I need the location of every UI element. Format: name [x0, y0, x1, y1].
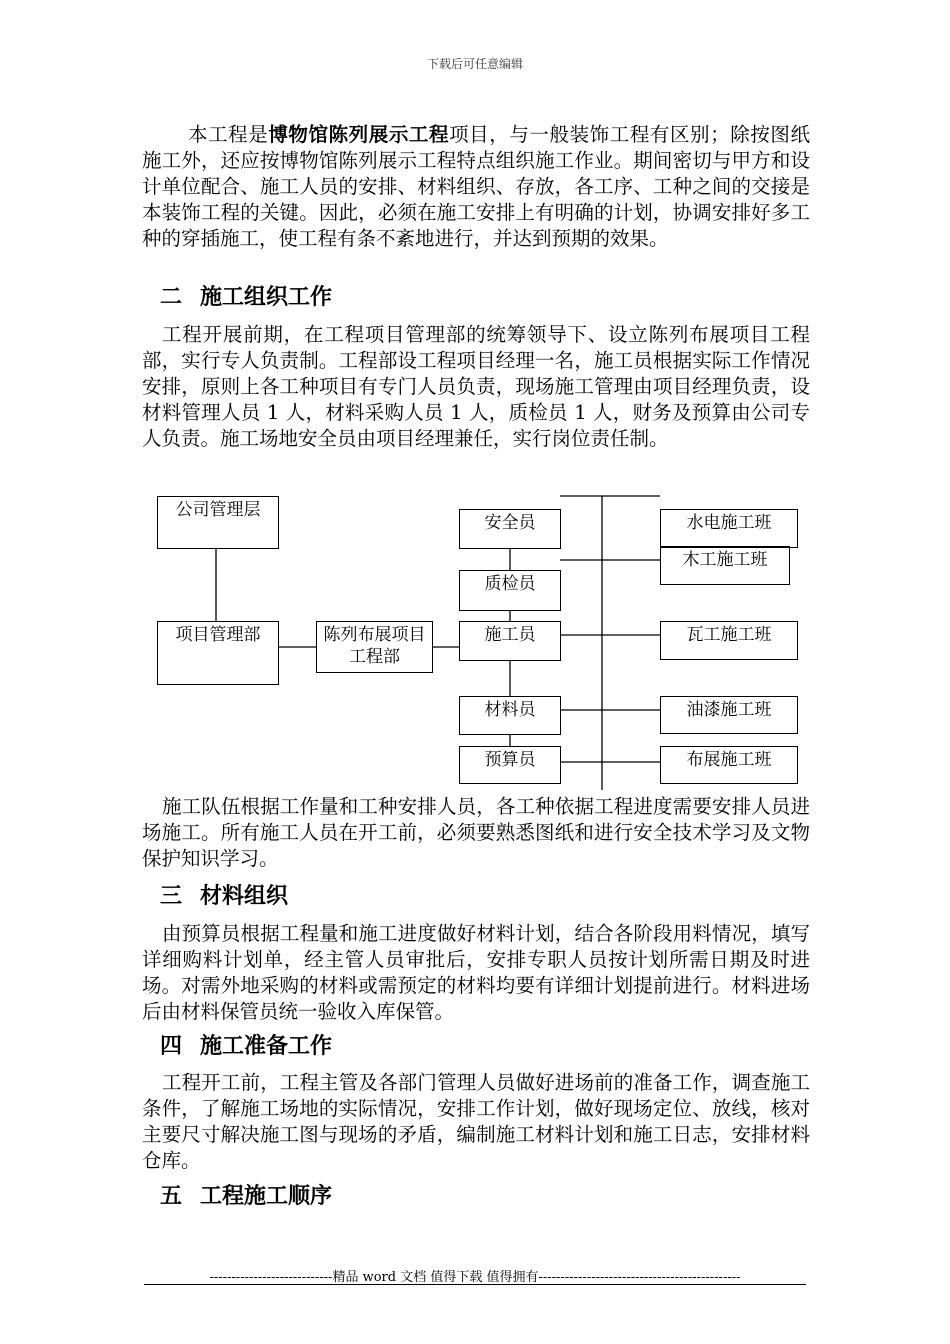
box-plumbing-team: 水电施工班: [660, 509, 798, 548]
material-paragraph: 由预算员根据工程量和施工进度做好材料计划，结合各阶段用料情况，填写详细购料计划单，经主管人员审批后，安排专职人员按计划所需日期及时进场。对需外地采购的材料或需预定的材料均要有详细计划提前进行。材料进场后由材料保管员统一验收入库保管。: [142, 922, 810, 1023]
box-project-management: 项目管理部: [157, 621, 279, 685]
box-quality-inspector: 质检员: [459, 570, 561, 611]
section-title: 施工组织工作: [200, 285, 333, 310]
footer-rule: [144, 1284, 806, 1285]
section-heading-prep: [160, 1032, 332, 1062]
section-heading-material: [160, 882, 288, 912]
org-paragraph: 工程开展前期，在工程项目管理部的统筹领导下、设立陈列布展项目工程部，实行专人负责制。工程部设工程项目经理一名，施工员根据实际工作情况安排，原则上各工种项目有专门人员负责，现场施工管理由项目经理负责，设材料管理人员 1 人，材料采购人员 1 人，质检员 1 人，财务及预算由公司专人负责。施工场地安全员由项目经理兼任，实行岗位责任制。: [142, 323, 810, 450]
section-title: 工程施工顺序: [200, 1184, 333, 1209]
box-carpentry-team: 木工施工班: [660, 546, 790, 585]
intro-text-before: 本工程是: [188, 123, 269, 146]
box-site-builder: 施工员: [459, 621, 561, 661]
team-paragraph: 施工队伍根据工作量和工种安排人员，各工种依据工程进度需要安排人员进场施工。所有施工人员在开工前，必须要熟悉图纸和进行安全技术学习及文物保护知识学习。: [142, 795, 810, 870]
page-footer: ----------------------------精品 word 文档 值得下载 值得拥有----------------------------------------------: [209, 1270, 741, 1285]
section-number: 二: [160, 285, 183, 310]
box-exhibit-team: 布展施工班: [660, 746, 798, 784]
box-material-officer: 材料员: [459, 696, 561, 735]
page-header: 下载后可任意编辑: [426, 57, 523, 71]
box-masonry-team: 瓦工施工班: [660, 621, 798, 660]
section-number: 三: [160, 884, 183, 909]
box-company-management: 公司管理层: [157, 496, 279, 549]
project-name: 博物馆陈列展示工程: [268, 123, 450, 146]
intro-text-after: 项目，与一般装饰工程有区别；除按图纸施工外，还应按博物馆陈列展示工程特点组织施工作业。期间密切与甲方和设计单位配合、施工人员的安排、材料组织、存放，各工序、工种之间的交接是本装饰工程的关键。因此，必须在施工安排上有明确的计划，协调安排好多工种的穿插施工，使工程有条不紊地进行，并达到预期的效果。: [142, 123, 810, 250]
section-heading-org: [160, 283, 332, 313]
section-title: 材料组织: [200, 884, 289, 909]
prep-paragraph: 工程开工前，工程主管及各部门管理人员做好进场前的准备工作，调查施工条件，了解施工场地的实际情况，安排工作计划，做好现场定位、放线，核对主要尺寸解决施工图与现场的矛盾，编制施工材料计划和施工日志，安排材料仓库。: [142, 1071, 810, 1172]
section-number: 四: [160, 1034, 183, 1059]
section-heading-sequence: [160, 1182, 332, 1212]
intro-paragraph: [142, 122, 810, 252]
box-budget-officer: 预算员: [459, 746, 561, 784]
box-exhibit-department: 陈列布展项目工程部: [316, 621, 433, 673]
section-title: 施工准备工作: [200, 1034, 333, 1059]
section-number: 五: [160, 1184, 183, 1209]
box-painting-team: 油漆施工班: [660, 696, 798, 734]
box-safety-officer: 安全员: [459, 509, 561, 549]
